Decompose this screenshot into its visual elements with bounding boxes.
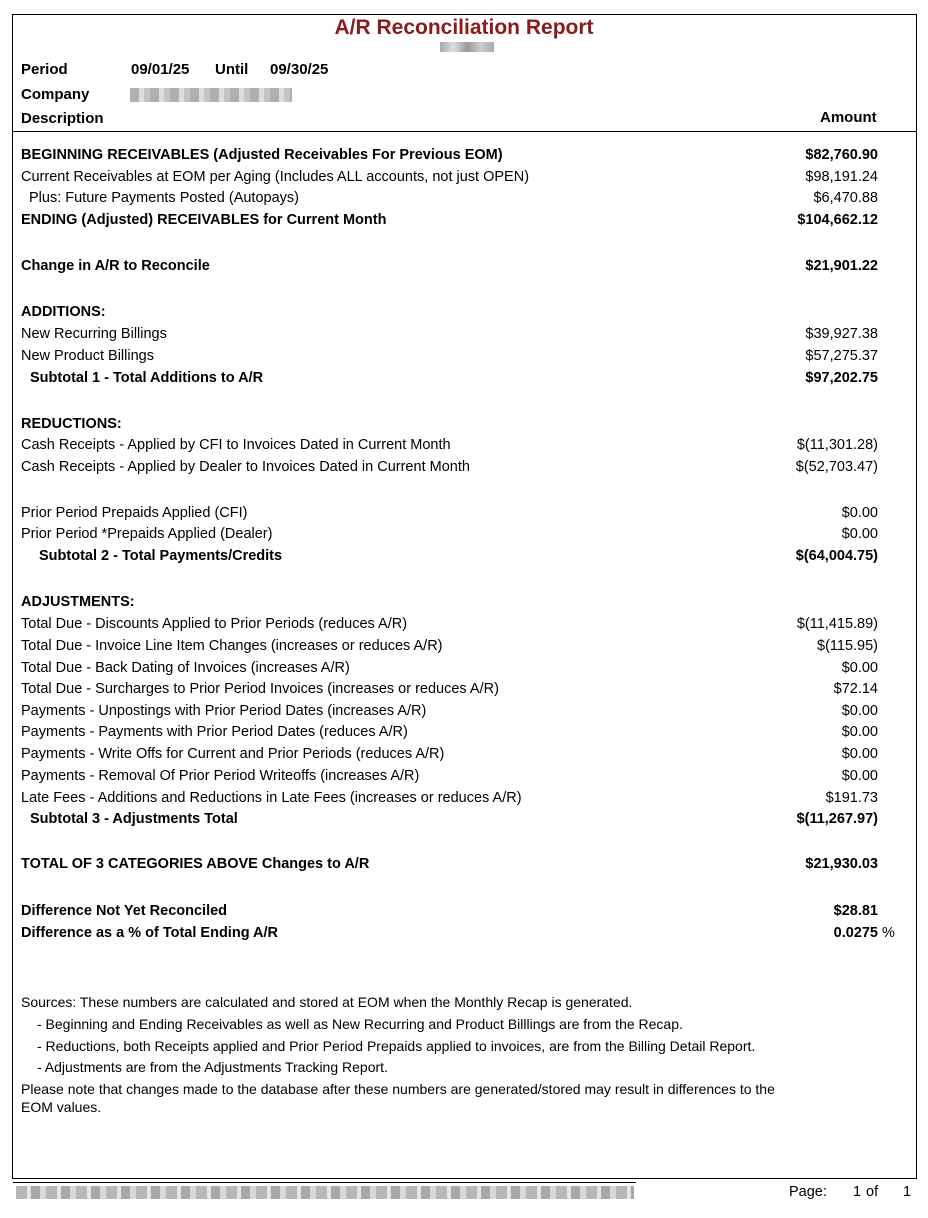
section-heading: ADJUSTMENTS:	[21, 594, 135, 610]
page-label: Page:	[789, 1184, 827, 1200]
redacted-subtitle	[440, 42, 494, 52]
row-amount: 0.0275	[833, 925, 878, 941]
row-label: Plus: Future Payments Posted (Autopays)	[29, 190, 299, 206]
sources-line-2: - Reductions, both Receipts applied and Prior Period Prepaids applied to invoices, are from the Billing Detail Report.	[37, 1038, 756, 1054]
page-total: 1	[903, 1184, 912, 1200]
row-amount: $191.73	[825, 790, 878, 806]
row-amount: $0.00	[841, 660, 878, 676]
row-label: Subtotal 3 - Adjustments Total	[30, 811, 238, 827]
row-label: Cash Receipts - Applied by Dealer to Invoices Dated in Current Month	[21, 459, 470, 475]
row-amount: $72.14	[833, 681, 878, 697]
period-end: 09/30/25	[270, 61, 329, 78]
page-number: 1	[853, 1184, 862, 1200]
row-label: Prior Period Prepaids Applied (CFI)	[21, 505, 248, 521]
row-amount: $(11,415.89)	[796, 616, 878, 632]
row-label: Difference Not Yet Reconciled	[21, 903, 228, 919]
row-amount: $21,901.22	[805, 258, 878, 274]
row-label: Change in A/R to Reconcile	[21, 258, 210, 274]
row-amount: $97,202.75	[805, 370, 878, 386]
row-amount: $39,927.38	[805, 326, 878, 342]
report-title: A/R Reconciliation Report	[334, 16, 594, 39]
row-amount: $82,760.90	[805, 147, 878, 163]
footer-divider	[13, 1182, 636, 1183]
description-header: Description	[21, 110, 104, 127]
row-amount: $104,662.12	[797, 212, 878, 228]
row-label: Difference as a % of Total Ending A/R	[21, 925, 279, 941]
sources-note: Sources: These numbers are calculated and stored at EOM when the Monthly Recap is generated.	[21, 994, 633, 1010]
row-label: Late Fees - Additions and Reductions in Late Fees (increases or reduces A/R)	[21, 790, 522, 806]
row-amount: $(11,267.97)	[796, 811, 878, 827]
row-label: Current Receivables at EOM per Aging (Includes ALL accounts, not just OPEN)	[21, 169, 530, 185]
redacted-company-name	[130, 88, 292, 102]
row-label: Prior Period *Prepaids Applied (Dealer)	[21, 526, 273, 542]
row-label: Subtotal 2 - Total Payments/Credits	[39, 548, 283, 564]
period-start: 09/01/25	[131, 61, 190, 78]
row-amount: $(115.95)	[817, 638, 878, 654]
redacted-footer-text	[16, 1186, 634, 1199]
row-amount: $0.00	[841, 746, 878, 762]
row-amount: $0.00	[841, 703, 878, 719]
row-label: Payments - Removal Of Prior Period Writeoffs (increases A/R)	[21, 768, 420, 784]
row-amount: $0.00	[841, 724, 878, 740]
row-label: BEGINNING RECEIVABLES (Adjusted Receivables For Previous EOM)	[21, 147, 503, 163]
company-label: Company	[21, 86, 90, 103]
row-amount: $57,275.37	[805, 348, 878, 364]
row-label: Cash Receipts - Applied by CFI to Invoices Dated in Current Month	[21, 437, 451, 453]
row-label: Payments - Unpostings with Prior Period Dates (increases A/R)	[21, 703, 427, 719]
row-label: Subtotal 1 - Total Additions to A/R	[30, 370, 264, 386]
period-label: Period	[21, 61, 68, 78]
section-heading: ADDITIONS:	[21, 304, 106, 320]
row-label: New Product Billings	[21, 348, 154, 364]
row-label: Total Due - Surcharges to Prior Period Invoices (increases or reduces A/R)	[21, 681, 499, 697]
page-of-label: of	[866, 1184, 879, 1200]
row-label: Total Due - Back Dating of Invoices (increases A/R)	[21, 660, 350, 676]
header-divider	[13, 131, 916, 132]
caveat-line-2: EOM values.	[21, 1099, 102, 1115]
row-amount: $(64,004.75)	[795, 548, 878, 564]
caveat-line-1: Please note that changes made to the database after these numbers are generated/stored may result in differences to the	[21, 1081, 775, 1097]
row-label: Payments - Write Offs for Current and Prior Periods (reduces A/R)	[21, 746, 445, 762]
row-amount: $21,930.03	[805, 856, 878, 872]
row-amount: $28.81	[833, 903, 878, 919]
row-amount: $6,470.88	[813, 190, 878, 206]
row-amount: $0.00	[841, 526, 878, 542]
row-label: Payments - Payments with Prior Period Dates (reduces A/R)	[21, 724, 408, 740]
row-amount: $98,191.24	[805, 169, 878, 185]
row-amount: $0.00	[841, 505, 878, 521]
until-label: Until	[215, 61, 249, 78]
row-amount: $(52,703.47)	[795, 459, 878, 475]
row-label: TOTAL OF 3 CATEGORIES ABOVE Changes to A/R	[21, 856, 370, 872]
sources-line-3: - Adjustments are from the Adjustments Tracking Report.	[37, 1059, 388, 1075]
row-amount: $(11,301.28)	[796, 437, 878, 453]
row-label: New Recurring Billings	[21, 326, 167, 342]
row-label: Total Due - Invoice Line Item Changes (increases or reduces A/R)	[21, 638, 443, 654]
percent-unit: %	[882, 925, 895, 941]
row-label: ENDING (Adjusted) RECEIVABLES for Current Month	[21, 212, 387, 228]
row-label: Total Due - Discounts Applied to Prior Periods (reduces A/R)	[21, 616, 408, 632]
sources-line-1: - Beginning and Ending Receivables as well as New Recurring and Product Billlings are from the Recap.	[37, 1016, 683, 1032]
section-heading: REDUCTIONS:	[21, 416, 122, 432]
row-amount: $0.00	[841, 768, 878, 784]
amount-header: Amount	[820, 109, 877, 126]
